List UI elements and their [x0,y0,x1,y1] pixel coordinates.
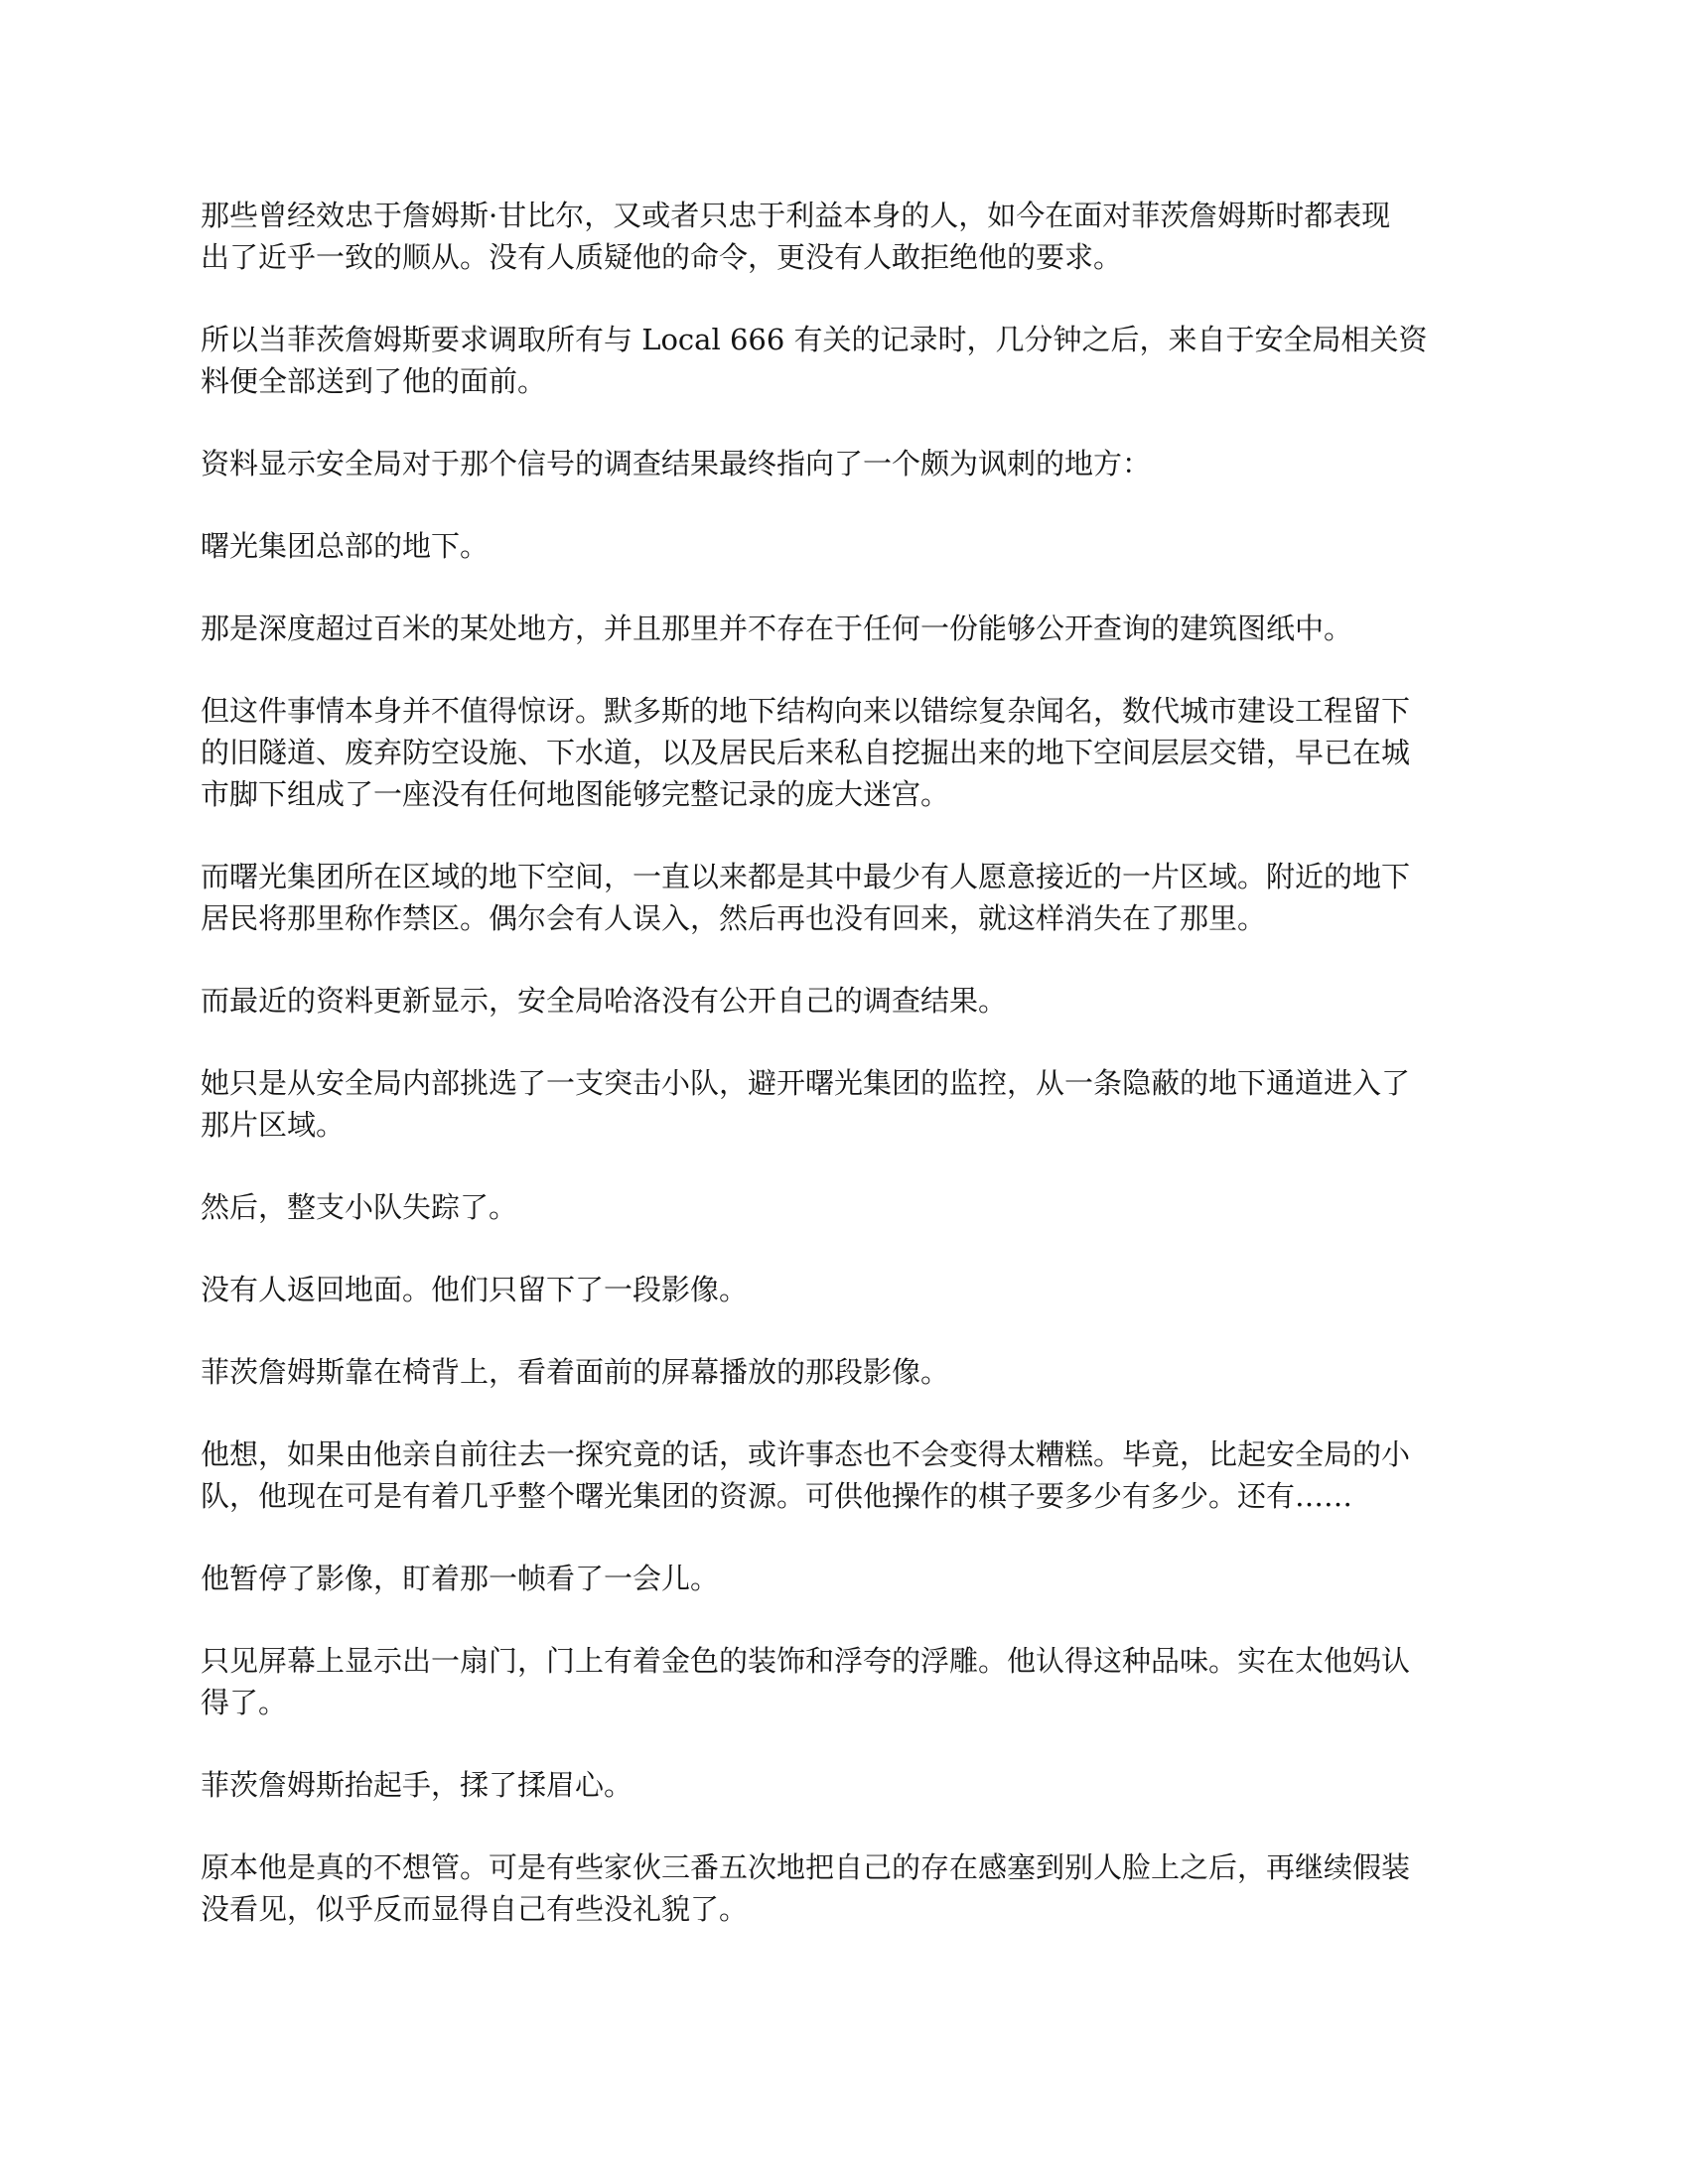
paragraph-line: 没看见，似乎反而显得自己有些没礼貌了。 [201,1892,749,1926]
paragraph [201,608,1491,649]
paragraph-line: 他想，如果由他亲自前往去一探究竟的话，或许事态也不会变得太糟糕。毕竟，比起安全局的小 [201,1437,1411,1471]
paragraph-line: 所以当菲茨詹姆斯要求调取所有与 Local 666 有关的记录时，几分钟之后，来自于安全局相关资 [201,323,1428,356]
paragraph-line: 出了近乎一致的顺从。没有人质疑他的命令，更没有人敢拒绝他的要求。 [201,240,1123,274]
paragraph-line: 资料显示安全局对于那个信号的调查结果最终指向了一个颇为讽刺的地方： [201,447,1152,480]
paragraph-line: 那片区域。 [201,1108,346,1142]
paragraph-line: 那是深度超过百米的某处地方，并且那里并不存在于任何一份能够公开查询的建筑图纸中。 [201,612,1353,645]
paragraph-line: 只见屏幕上显示出一扇门，门上有着金色的装饰和浮夸的浮雕。他认得这种品味。实在太他妈认 [201,1644,1411,1678]
paragraph [201,1186,1491,1228]
paragraph [201,1351,1491,1393]
paragraph-line: 他暂停了影像，盯着那一帧看了一会儿。 [201,1562,720,1595]
paragraph [201,1558,1491,1599]
paragraph-line: 没有人返回地面。他们只留下了一段影像。 [201,1273,749,1306]
paragraph-line: 市脚下组成了一座没有任何地图能够完整记录的庞大迷宫。 [201,777,950,811]
paragraph-line: 然后，整支小队失踪了。 [201,1190,518,1224]
paragraph [201,690,1491,815]
paragraph-line: 得了。 [201,1686,288,1719]
paragraph-line: 菲茨詹姆斯靠在椅背上，看着面前的屏幕播放的那段影像。 [201,1355,950,1389]
paragraph [201,1846,1491,1930]
paragraph-line: 而最近的资料更新显示，安全局哈洛没有公开自己的调查结果。 [201,984,1008,1018]
paragraph-line: 原本他是真的不想管。可是有些家伙三番五次地把自己的存在感塞到别人脸上之后，再继续假装 [201,1850,1411,1884]
paragraph [201,443,1491,484]
paragraph [201,1764,1491,1806]
paragraph-line: 的旧隧道、废弃防空设施、下水道，以及居民后来私自挖掘出来的地下空间层层交错，早已在城 [201,736,1411,769]
paragraph-line: 居民将那里称作禁区。偶尔会有人误入，然后再也没有回来，就这样消失在了那里。 [201,901,1267,935]
paragraph [201,195,1491,278]
paragraph [201,1269,1491,1310]
paragraph [201,1433,1491,1517]
paragraph [201,1640,1491,1723]
paragraph [201,319,1491,402]
paragraph [201,525,1491,567]
paragraph-line: 料便全部送到了他的面前。 [201,364,547,398]
paragraph-line: 她只是从安全局内部挑选了一支突击小队，避开曙光集团的监控，从一条隐蔽的地下通道进入了 [201,1066,1411,1100]
paragraph-line: 队，他现在可是有着几乎整个曙光集团的资源。可供他操作的棋子要多少有多少。还有…… [201,1479,1353,1513]
paragraph-line: 曙光集团总部的地下。 [201,529,490,563]
document-body [201,195,1491,1971]
paragraph-line: 但这件事情本身并不值得惊讶。默多斯的地下结构向来以错综复杂闻名，数代城市建设工程留下 [201,694,1411,728]
paragraph [201,1062,1491,1146]
paragraph-line: 菲茨詹姆斯抬起手，揉了揉眉心。 [201,1768,633,1802]
paragraph-line: 那些曾经效忠于詹姆斯·甘比尔，又或者只忠于利益本身的人，如今在面对菲茨詹姆斯时都表现 [201,199,1391,232]
paragraph [201,856,1491,939]
paragraph-line: 而曙光集团所在区域的地下空间，一直以来都是其中最少有人愿意接近的一片区域。附近的地下 [201,860,1411,893]
paragraph [201,980,1491,1022]
